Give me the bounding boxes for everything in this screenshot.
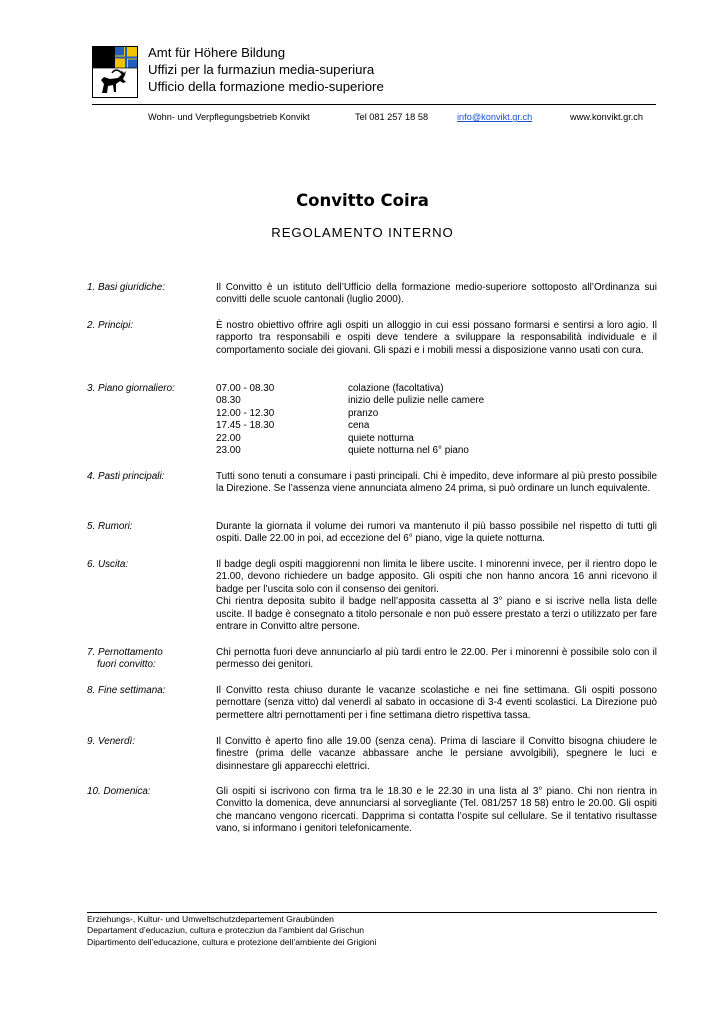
section-text: Gli ospiti si iscrivono con firma tra le 18.30 e le 22.30 in una lista al 3° piano. Chi non rientra in Convitto la domenica, deve annunciarsi al sorvegliante (Tel. 081/257 18 58) entro le 20.00. Gli ospiti che mancano vengono ricercati. Dapprima si contatta l’ospite sul cellulare. Se il tentativo risultasse vano, si informano i genitori telefonicamente. (216, 786, 657, 835)
schedule-table (216, 383, 657, 457)
schedule-activity: inizio delle pulizie nelle camere (348, 395, 485, 407)
document-title: Convitto Coira (296, 191, 429, 210)
schedule-time: 17.45 - 18.30 (216, 420, 275, 432)
section-paragraph: Chi rientra deposita subito il badge nell’apposita cassetta al 3° piano e si iscrive nella lista delle uscite. Il badge è consegnato a titolo personale e non può essere prestato a terzi o utilizzato per fare entrare in Convitto altre persone. (216, 596, 657, 633)
org-line-italian: Ufficio della formazione medio-superiore (148, 79, 384, 94)
section-text: Chi pernotta fuori deve annunciarlo al più tardi entro le 22.00. Per i minorenni è possibile solo con il permesso dei genitori. (216, 647, 657, 671)
organization-name (148, 44, 384, 95)
section-label (87, 647, 212, 672)
contact-address: Wohn- und Verpflegungsbetrieb Konvikt (148, 112, 310, 122)
schedule-row (216, 408, 657, 420)
section-text: È nostro obiettivo offrire agli ospiti un alloggio in cui essi possano formarsi e sentirsi a loro agio. Il rapporto tra responsabili e ospiti deve tendere a sviluppare la responsabilità individuale e il comportamento sociale dei giovani. Gli spazi e i mobili messi a disposizione vanno usati con cura. (216, 320, 657, 356)
schedule-row (216, 445, 657, 457)
schedule-row (216, 395, 657, 407)
section-label: 10. Domenica: (87, 786, 151, 797)
header-divider (92, 104, 656, 105)
schedule-activity: cena (348, 420, 370, 432)
section-label-line: 7. Pernottamento (87, 647, 163, 658)
section-label: 3. Piano giornaliero: (87, 383, 175, 394)
schedule-row (216, 383, 657, 395)
schedule-row (216, 433, 657, 445)
contact-phone: Tel 081 257 18 58 (355, 112, 429, 122)
section-label: 4. Pasti principali: (87, 471, 165, 482)
contact-website: www.konvikt.gr.ch (570, 112, 644, 122)
section-label: 6. Uscita: (87, 559, 129, 570)
footer-divider (87, 912, 657, 913)
section-paragraph: Il badge degli ospiti maggiorenni non limita le libere uscite. I minorenni invece, per il rientro dopo le 21.00, devono richiedere un badge apposito. Gli ospiti che non hanno ancora 16 anni ricevono il badge per l’uscita solo con il consenso dei genitori. (216, 559, 657, 595)
section-label: 2. Principi: (87, 320, 134, 331)
schedule-activity: pranzo (348, 407, 379, 419)
schedule-activity: quiete notturna (348, 432, 414, 444)
schedule-row (216, 420, 657, 432)
footer (87, 914, 377, 948)
section-text: Il Convitto è un istituto dell’Ufficio della formazione medio-superiore sottoposto all’Ordinanza sui convitti delle scuole cantonali (luglio 2000). (216, 282, 657, 306)
schedule-time: 07.00 - 08.30 (216, 383, 275, 394)
schedule-activity: colazione (facoltativa) (348, 383, 444, 394)
schedule-time: 12.00 - 12.30 (216, 407, 275, 419)
graubuenden-coat-of-arms-icon (92, 46, 138, 98)
section-label: 9. Venerdì: (87, 736, 135, 747)
contact-email-link[interactable]: info@konvikt.gr.ch (457, 112, 533, 122)
document-subtitle: REGOLAMENTO INTERNO (271, 225, 454, 240)
footer-line-romansh: Departament d’educaziun, cultura e protecziun da l’ambient dal Grischun (87, 925, 365, 936)
schedule-time: 22.00 (216, 432, 241, 444)
section-label: 5. Rumori: (87, 521, 133, 532)
section-text: Tutti sono tenuti a consumare i pasti principali. Chi è impedito, deve informare al più presto possibile la Direzione. Se l’assenza viene annunciata almeno 24 prima, si può ordinare un lunch equivalente. (216, 471, 657, 495)
section-label-line: fuori convitto: (97, 659, 156, 671)
section-text: Il Convitto resta chiuso durante le vacanze scolastiche e nei fine settimana. Gli ospiti possono pernottare (senza vitto) dal venerdì al sabato in occasione di 3-4 eventi scolastici. La Direzione può permettere altri pernottamenti per i fine settimana dietro rispettiva tassa. (216, 685, 657, 721)
section-text (216, 559, 657, 633)
section-text: Il Convitto è aperto fino alle 19.00 (senza cena). Prima di lasciare il Convitto bisogna chiudere le finestre (prima delle vacanze abbassare anche le persiane avvolgibili), spegnere le luci e disinnestare gli apparecchi elettrici. (216, 736, 657, 772)
schedule-time: 23.00 (216, 445, 241, 457)
org-line-german: Amt für Höhere Bildung (148, 45, 286, 60)
org-line-romansh: Uffizi per la furmaziun media-superiura (148, 62, 375, 77)
footer-line-italian: Dipartimento dell’educazione, cultura e protezione dell’ambiente dei Grigioni (87, 936, 377, 947)
schedule-activity: quiete notturna nel 6° piano (348, 445, 469, 457)
section-label: 8. Fine settimana: (87, 685, 166, 696)
section-text: Durante la giornata il volume dei rumori va mantenuto il più basso possibile nel rispetto di tutti gli ospiti. Dalle 22.00 in poi, ad eccezione del 6° piano, vige la quiete notturna. (216, 521, 657, 545)
schedule-time: 08.30 (216, 395, 241, 407)
footer-line-german: Erziehungs-, Kultur- und Umweltschutzdepartement Graubünden (87, 914, 334, 924)
section-label: 1. Basi giuridiche: (87, 282, 165, 293)
